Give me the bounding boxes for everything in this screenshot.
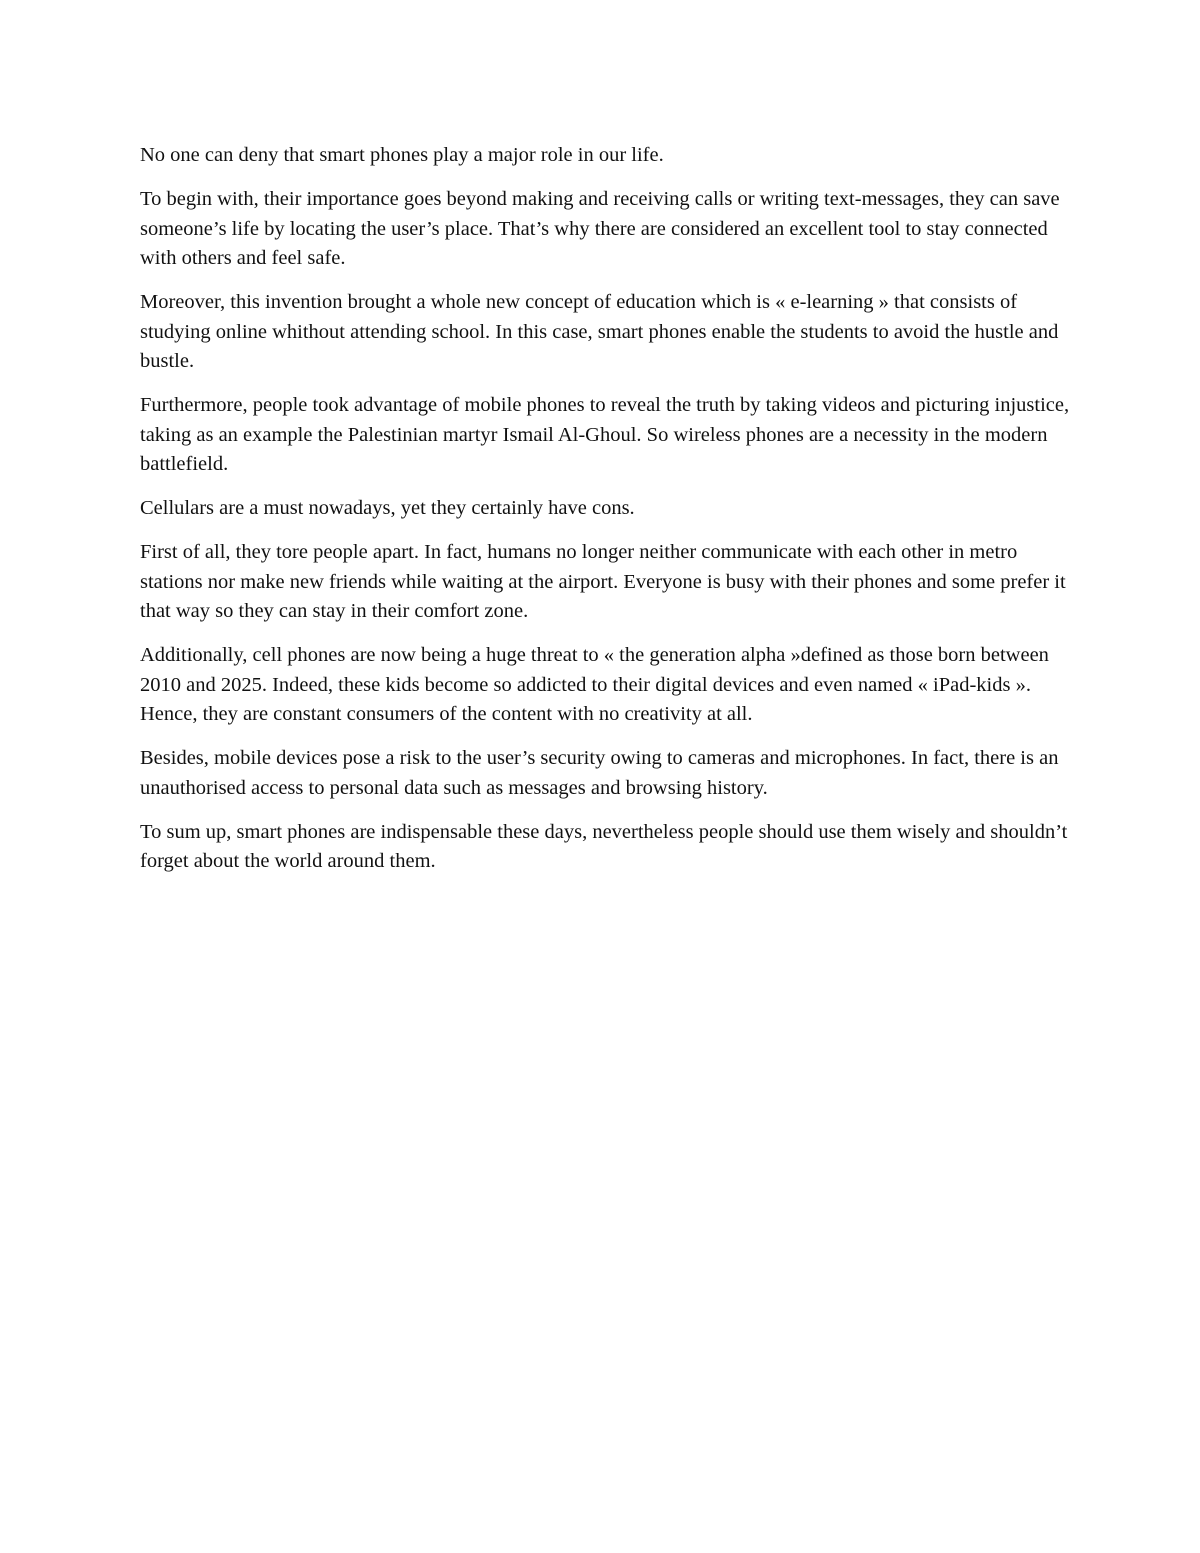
paragraph-transition: Cellulars are a must nowadays, yet they certainly have cons. xyxy=(140,497,635,519)
paragraph-isolation: First of all, they tore people apart. In fact, humans no longer neither communicate with each other in metro stations nor make new friends while waiting at the airport. Everyone is busy with their phones and some prefer it that way so they can stay in their comfort zone. xyxy=(140,541,1066,622)
paragraph-truth: Furthermore, people took advantage of mobile phones to reveal the truth by taking videos and picturing injustice, taking as an example the Palestinian martyr Ismail Al-Ghoul. So wireless phones are a necessity in the modern battlefield. xyxy=(140,394,1070,475)
document-body xyxy=(140,141,1070,891)
paragraph-importance: To begin with, their importance goes beyond making and receiving calls or writing text-messages, they can save someone’s life by locating the user’s place. That’s why there are considered an excellent tool to stay connected with others and feel safe. xyxy=(140,188,1060,269)
paragraph-security: Besides, mobile devices pose a risk to the user’s security owing to cameras and microphones. In fact, there is an unauthorised access to personal data such as messages and browsing history. xyxy=(140,747,1059,799)
paragraph-conclusion: To sum up, smart phones are indispensable these days, nevertheless people should use them wisely and shouldn’t forget about the world around them. xyxy=(140,820,1068,872)
paragraph-intro: No one can deny that smart phones play a major role in our life. xyxy=(140,144,664,166)
paragraph-education: Moreover, this invention brought a whole new concept of education which is « e-learning » that consists of studying online whithout attending school. In this case, smart phones enable the students to avoid the hustle and bustle. xyxy=(140,291,1059,372)
paragraph-generation-alpha: Additionally, cell phones are now being a huge threat to « the generation alpha »defined as those born between 2010 and 2025. Indeed, these kids become so addicted to their digital devices and even named « iPad-kids ». Hence, they are constant consumers of the content with no creativity at all. xyxy=(140,644,1049,725)
